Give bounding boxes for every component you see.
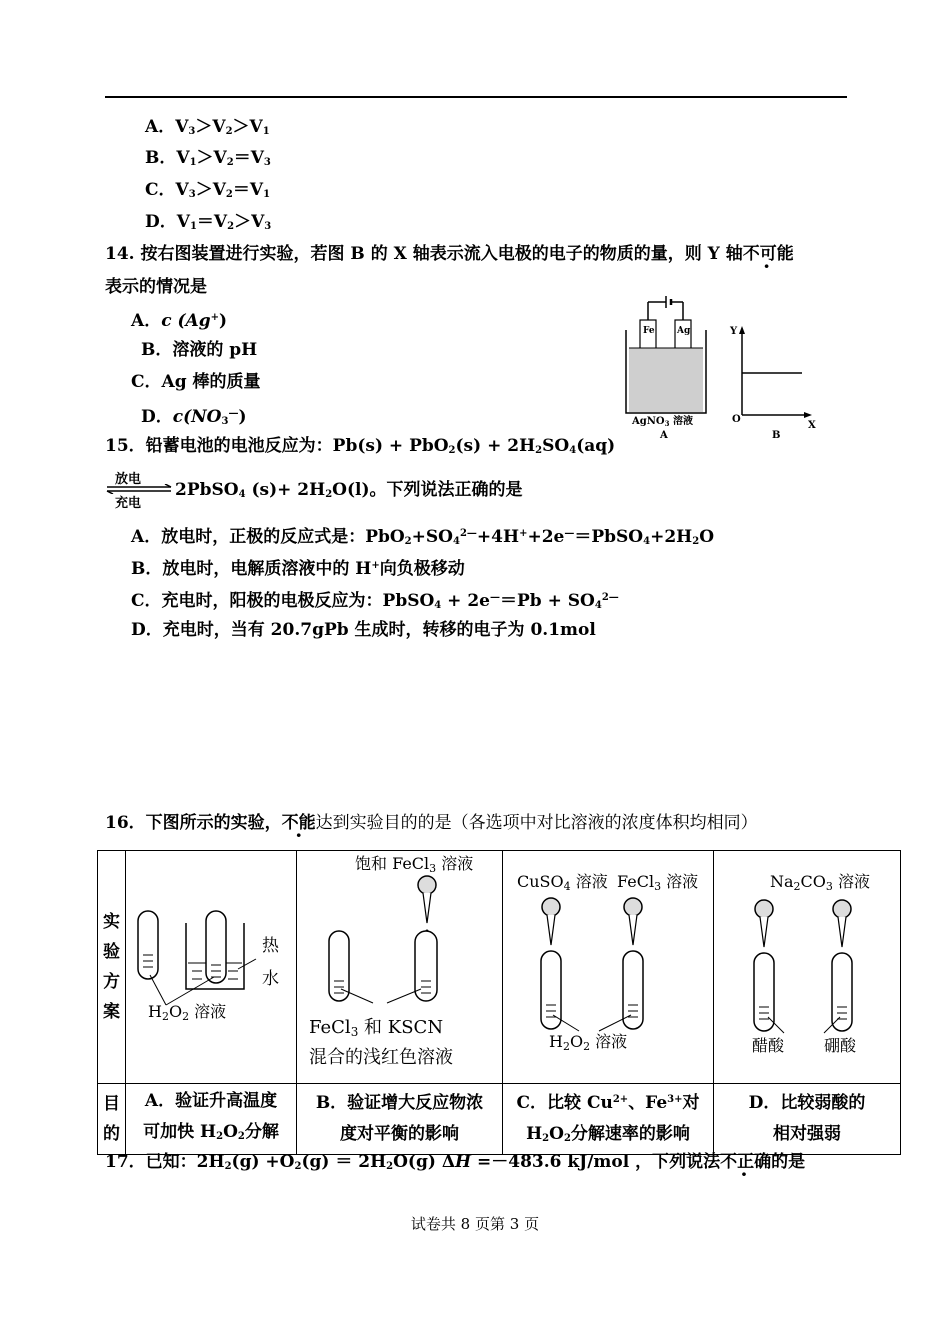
q14-stem-line1: 14. 按右图装置进行实验，若图 B 的 X 轴表示流入电极的电子的物质的量，则 Y 轴不可能 — [105, 244, 794, 264]
q15-option-b: B．放电时，电解质溶液中的 H+向负极移动 — [131, 559, 465, 579]
q17-emphasis: 不正确 — [720, 1152, 772, 1172]
q15-option-c: C．充电时，阳极的电极反应为：PbSO$_4$ + $2e^—=Pb + SO_4^{2—}$ — [131, 591, 619, 611]
q13-option-b: B．$V_1>V_2=V_3$ — [145, 148, 271, 168]
axis-x-label: X — [808, 420, 816, 431]
svg-text:Na2CO3 溶液: Na2CO3 溶液 — [770, 872, 870, 893]
q16-stem: 16．下图所示的实验，不能达到实验目的的是（各选项中对比溶液的浓度体积均相同） — [105, 813, 758, 833]
scheme-b — [297, 851, 503, 1084]
solution-label: AgNO$_3$ 溶液 — [632, 416, 693, 428]
svg-text:FeCl3 和 KSCN: FeCl3 和 KSCN — [309, 1017, 444, 1039]
q13-option-c: C．$V_3>V_2=V_1$ — [145, 180, 271, 200]
q14-option-c: C．Ag 棒的质量 — [131, 372, 261, 392]
origin-label: O — [732, 414, 741, 425]
svg-text:醋酸: 醋酸 — [752, 1036, 785, 1055]
q14-option-a: A．c (Ag+) — [131, 311, 228, 331]
axis-y-label: Y — [730, 326, 738, 337]
electrode-ag-label: Ag — [677, 326, 691, 336]
purpose-b: B．验证增大反应物浓 度对平衡的影响 — [297, 1084, 503, 1155]
scheme-a — [126, 851, 297, 1084]
svg-text:水: 水 — [262, 969, 279, 989]
top-rule — [105, 96, 847, 98]
q16-table — [97, 850, 901, 1155]
svg-text:饱和 FeCl3 溶液: 饱和 FeCl3 溶液 — [355, 854, 474, 875]
purpose-a: A．验证升高温度 可加快 $H_2O_2$分解 — [126, 1084, 297, 1155]
svg-text:CuSO4 溶液: CuSO4 溶液 — [517, 872, 608, 893]
q15-option-a: A．放电时，正极的反应式是：$PbO_2+SO_4^{2—}+4H^++2e^—=PbSO_4+2H_2O$ — [131, 527, 714, 547]
row-label-scheme: 实 验 方 案 — [98, 851, 126, 1084]
q14-option-b: B．溶液的 pH — [141, 340, 258, 360]
electrode-fe-label: Fe — [643, 326, 655, 336]
q16-emphasis: 不能 — [281, 813, 316, 833]
purpose-c: C．比较 $Cu^{2+}$、$Fe^{3+}$对 $H_2O_2$分解速率的影响 — [503, 1084, 714, 1155]
scheme-d — [714, 851, 901, 1084]
figure-a-label: A — [660, 430, 668, 441]
q14-figure — [622, 290, 847, 445]
row-label-purpose: 目 的 — [98, 1084, 126, 1155]
svg-text:硼酸: 硼酸 — [824, 1036, 857, 1055]
svg-text:热: 热 — [262, 936, 279, 956]
reversible-arrow: 放电 充电 — [105, 468, 175, 508]
q14-emphasis: 不可能 — [742, 244, 794, 264]
q15-option-d: D．充电时，当有 20.7gPb 生成时，转移的电子为 0.1mol — [131, 620, 596, 640]
scheme-c — [503, 851, 714, 1084]
figure-b-label: B — [772, 430, 781, 441]
graph-b — [729, 326, 816, 441]
q13-option-a: A．$V_3>V_2>V_1$ — [145, 117, 270, 137]
electrolysis-apparatus — [626, 296, 706, 441]
q17-stem: 17．已知：$2H_2(g) +O_2(g) = 2H_2O(g)$ ΔH =－483.6 kJ/mol ，下列说法不正确的是 — [105, 1152, 806, 1172]
svg-text:H2O2 溶液: H2O2 溶液 — [549, 1032, 628, 1053]
q15-stem: 15．铅蓄电池的电池反应为：$Pb(s) + PbO_2(s) + 2H_2SO_4(aq)$ — [105, 436, 616, 456]
purpose-d: D．比较弱酸的 相对强弱 — [714, 1084, 901, 1155]
svg-text:H2O2 溶液: H2O2 溶液 — [148, 1002, 227, 1023]
svg-text:混合的浅红色溶液: 混合的浅红色溶液 — [309, 1047, 453, 1068]
q13-option-d: D．$V_1=V_2>V_3$ — [145, 212, 272, 232]
q14-option-d: D．$c(NO_3^—)$ — [141, 407, 247, 427]
page-footer: 试卷共 8 页第 3 页 — [410, 1215, 540, 1233]
svg-text:FeCl3 溶液: FeCl3 溶液 — [617, 872, 699, 893]
q15-products: 2PbSO$_4$ $(s)+ 2H_2O(l)$。下列说法正确的是 — [175, 480, 523, 500]
q14-stem-line2: 表示的情况是 — [105, 277, 207, 297]
